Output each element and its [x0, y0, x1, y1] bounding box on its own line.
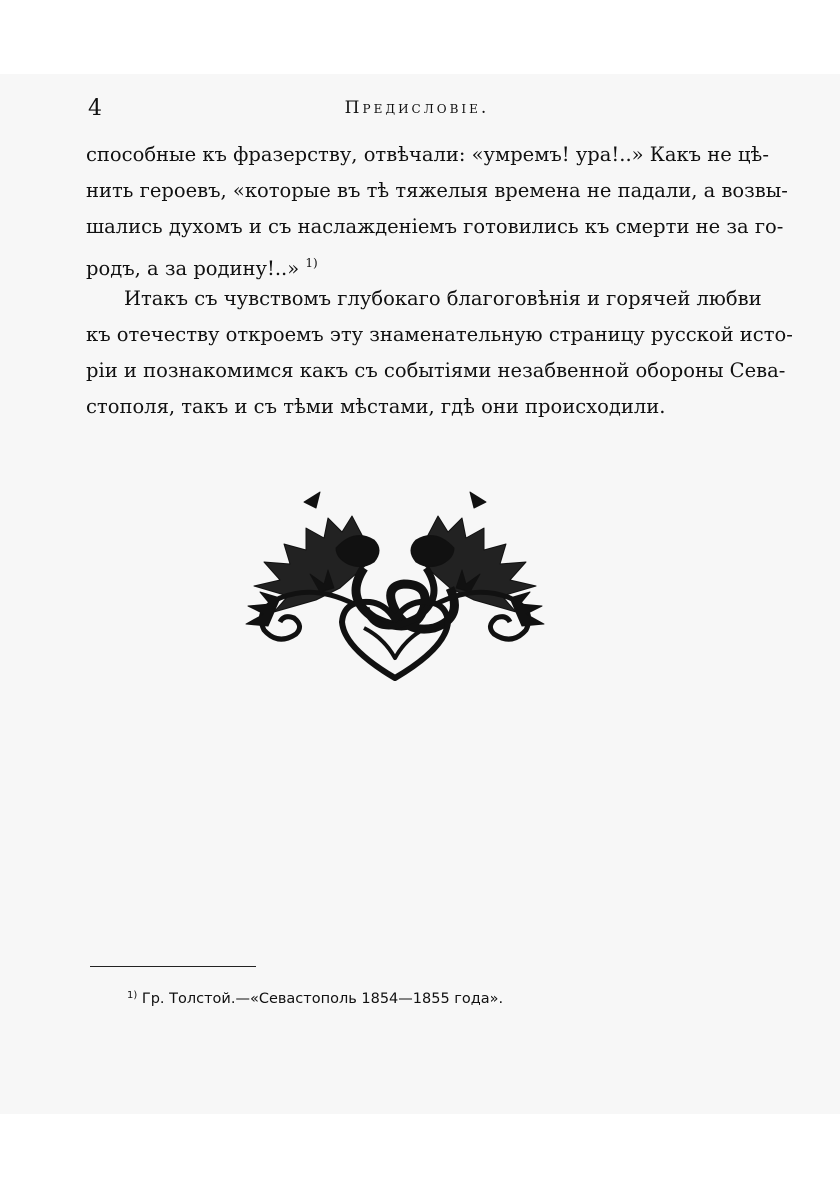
footnote-text: Гр. Толстой.—«Севастополь 1854—1855 года».	[141, 991, 504, 1007]
running-title: Предисловіе.	[344, 98, 490, 118]
dragon-vignette-ornament	[224, 488, 566, 688]
body-text	[86, 137, 793, 425]
text-line: способные къ фразерству, отвѣчали: «умремъ! ура!..» Какъ не цѣ-	[86, 143, 769, 166]
text-line: ріи и познакомимся какъ съ событіями незабвенной обороны Сева-	[86, 359, 786, 382]
footnote-reference[interactable]: 1)	[305, 256, 318, 270]
page-header	[86, 96, 748, 126]
text-line-with-note	[86, 245, 748, 281]
text-line: къ отечеству откроемъ эту знаменательную страницу русской исто-	[86, 323, 793, 346]
text-line: нить героевъ, «которые въ тѣ тяжелыя времена не падали, а возвы-	[86, 179, 788, 202]
footnote-divider	[90, 966, 256, 967]
footnote-marker: 1)	[127, 990, 138, 1001]
text-line: родъ, а за родину!..»	[86, 257, 300, 280]
text-line: Итакъ съ чувствомъ глубокаго благоговѣнія и горячей любви	[124, 287, 762, 310]
text-line: стополя, такъ и съ тѣми мѣстами, гдѣ они происходили.	[86, 395, 666, 418]
footnote	[127, 990, 503, 1007]
text-line: шались духомъ и съ наслажденіемъ готовились къ смерти не за го-	[86, 215, 784, 238]
page-number: 4	[88, 96, 102, 121]
